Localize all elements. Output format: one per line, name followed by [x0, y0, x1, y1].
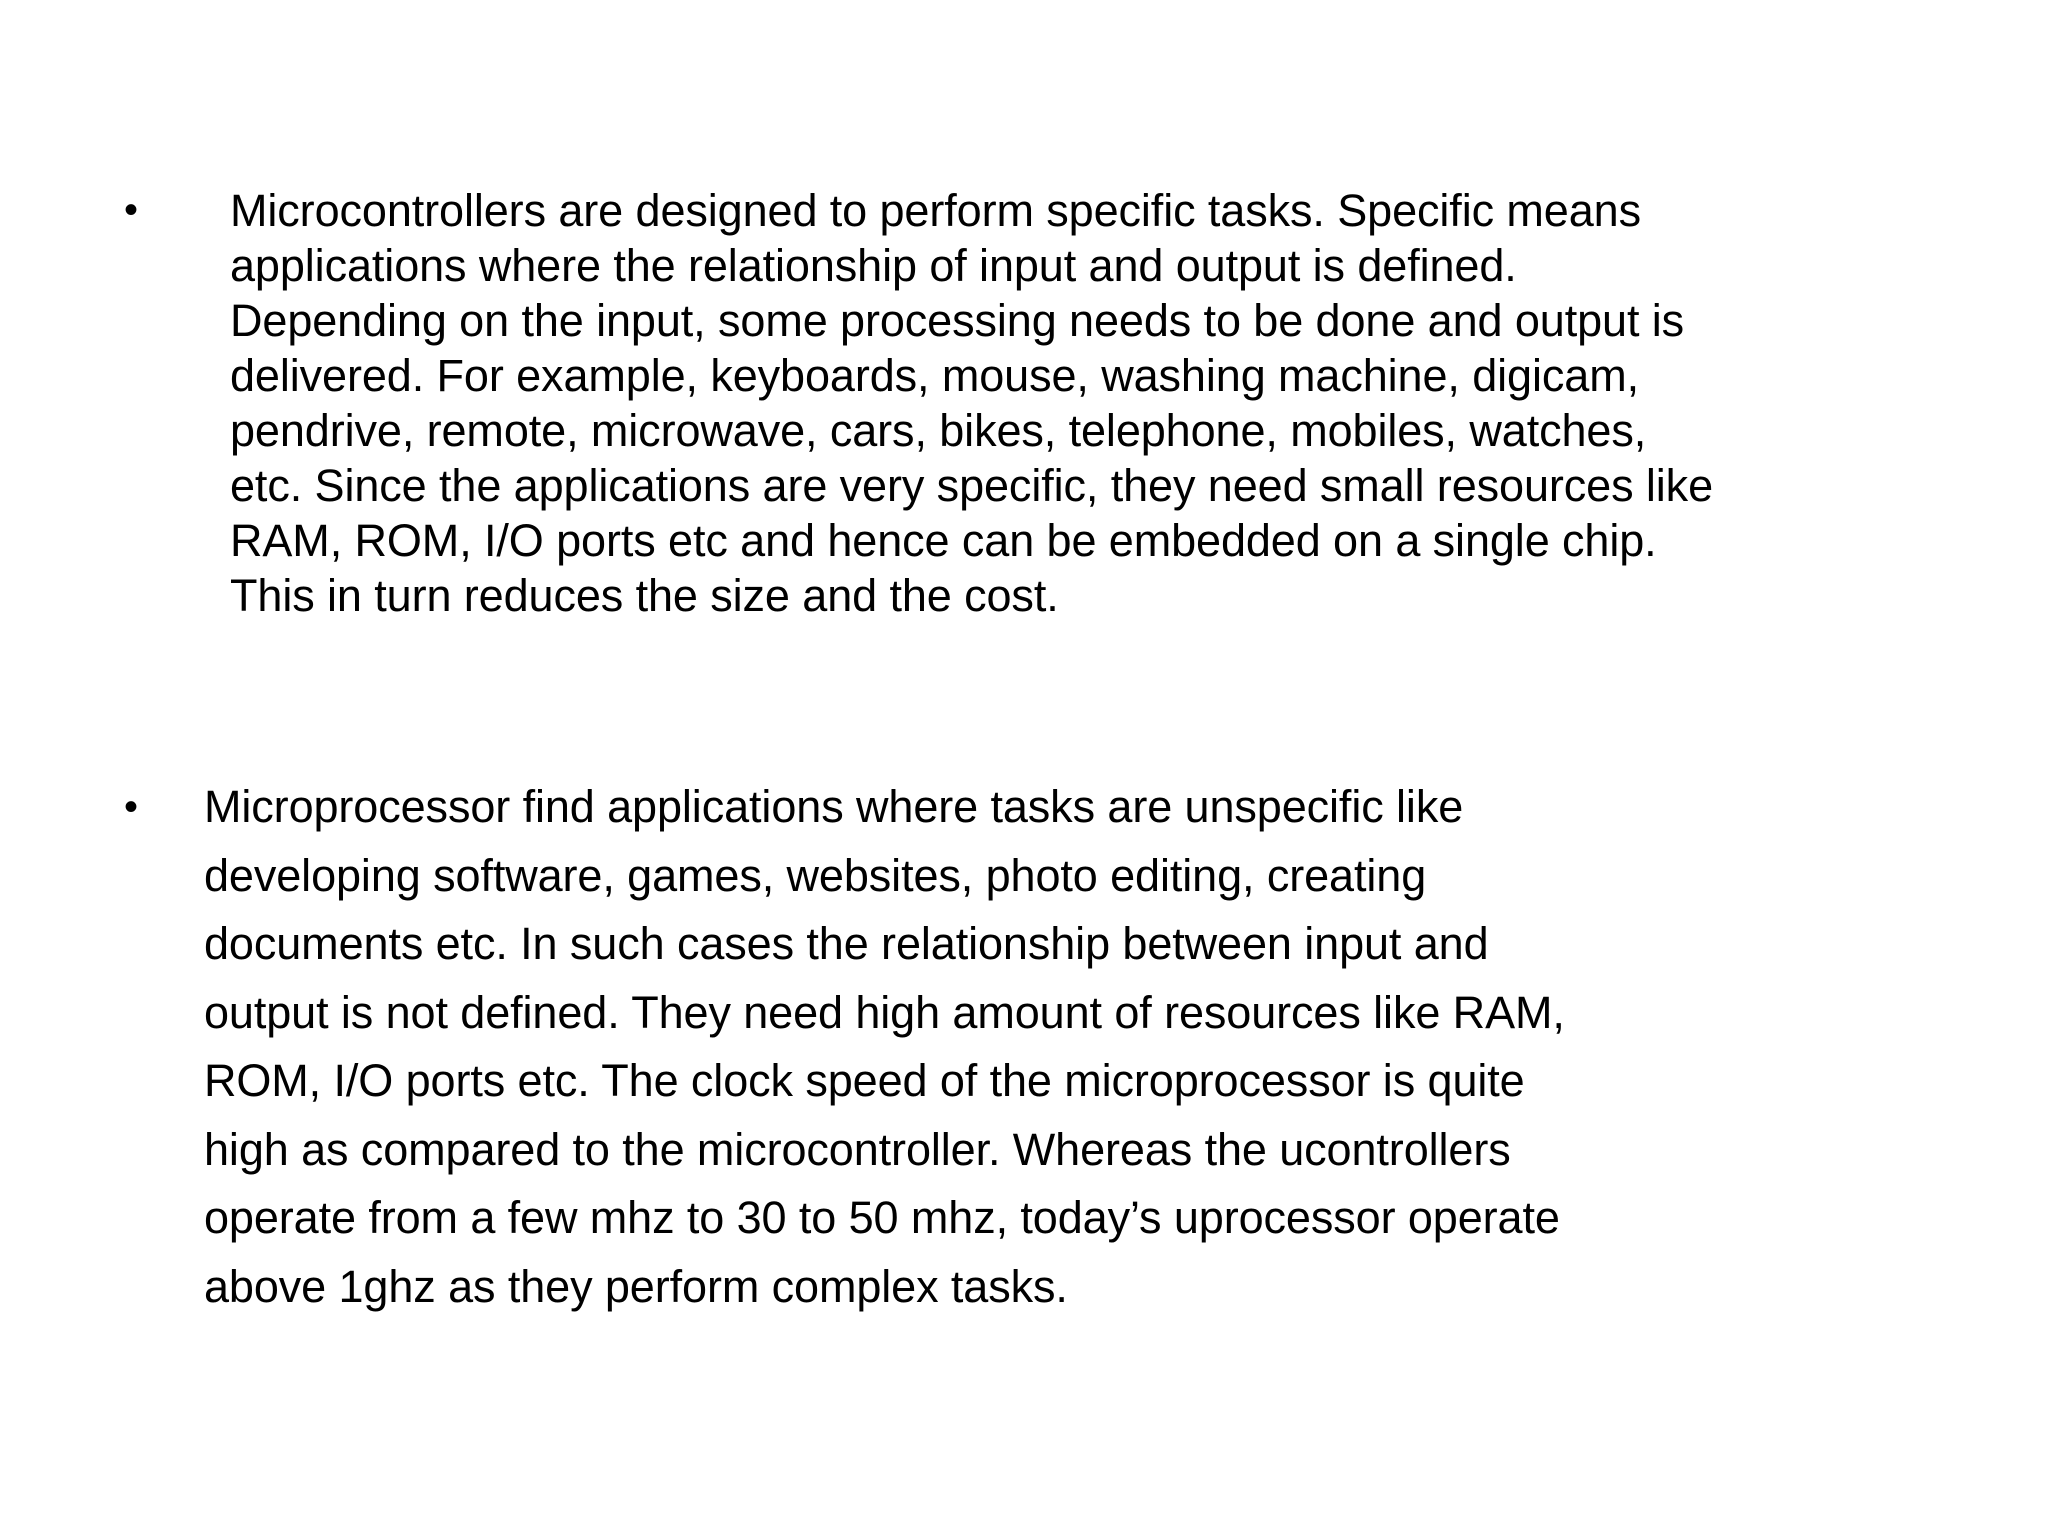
bullet-icon: • [124, 785, 139, 829]
bullet-icon: • [124, 188, 139, 232]
bullet-text-microcontrollers: Microcontrollers are designed to perform specific tasks. Specific means applications where the relationship of input and output is defined. Depending on the input, some processing needs to be done and output is delivered. For example, keyboards, mouse, washing machine, digicam, pendrive, remote, microwave, cars, bikes, telephone, mobiles, watches, etc. Since the applications are very specific, they need small resources like RAM, ROM, I/O ports etc and hence can be embedded on a single chip. This in turn reduces the size and the cost. [230, 185, 1714, 621]
bullet-text-microprocessor: Microprocessor find applications where tasks are unspecific like developing software, games, websites, photo editing, creating documents etc. In such cases the relationship between input and output is not defined. They need high amount of resources like RAM, ROM, I/O ports etc. The clock speed of the microprocessor is quite high as compared to the microcontroller. Whereas the ucontrollers operate from a few mhz to 30 to 50 mhz, today’s uprocessor operate above 1ghz as they perform complex tasks. [204, 781, 1565, 1312]
